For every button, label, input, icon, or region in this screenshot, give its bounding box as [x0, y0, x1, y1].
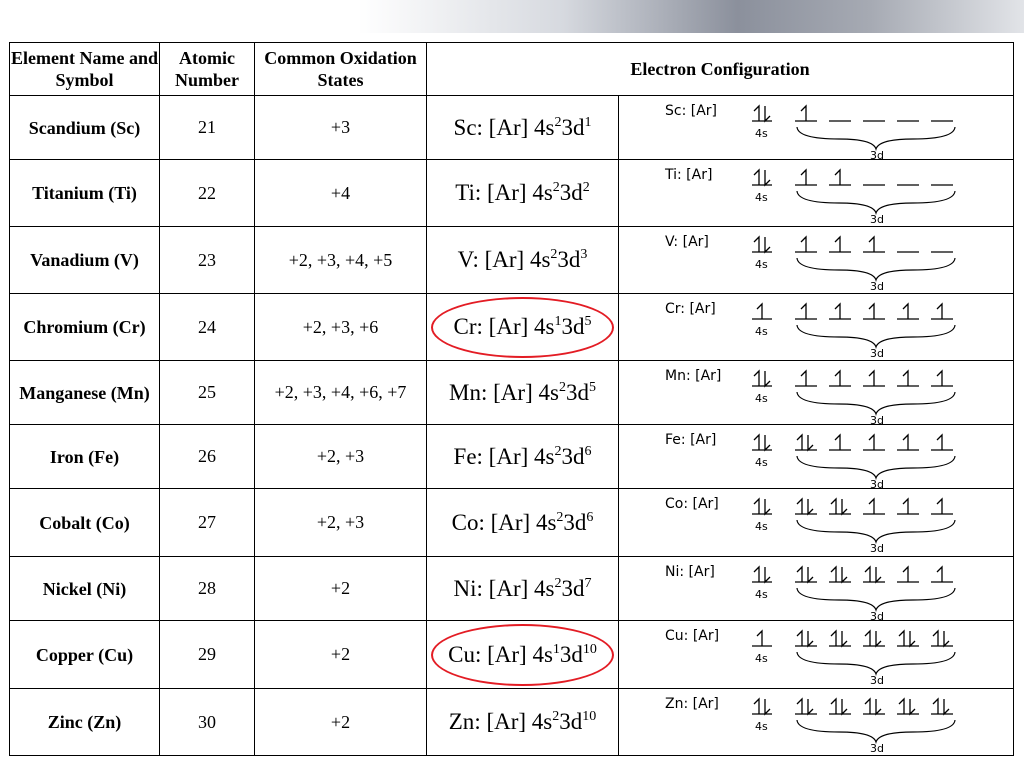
highlight-circle	[431, 624, 614, 686]
config-symbol: Sc	[453, 114, 477, 140]
oxidation-states-cell: +3	[255, 96, 427, 160]
diagram-label: Ni: [Ar]	[665, 563, 715, 580]
atomic-number-cell: 30	[160, 689, 255, 756]
config-s-count: 2	[550, 247, 558, 262]
config-d-count: 10	[582, 709, 597, 724]
table-row	[10, 425, 1014, 489]
diagram-label: Ti: [Ar]	[665, 166, 713, 183]
diagram-label: Zn: [Ar]	[665, 695, 719, 712]
orbital-diagram	[619, 161, 1014, 226]
orbital-3d-label: 3d	[870, 212, 884, 226]
orbital-4s-label: 4s	[755, 324, 768, 338]
config-core: [Ar]	[488, 575, 529, 601]
table-row	[10, 489, 1014, 557]
header-element-name: Element Name and Symbol	[10, 43, 160, 96]
orbital-diagram	[619, 426, 1014, 488]
config-d-count: 6	[586, 509, 594, 525]
config-core: [Ar]	[490, 509, 531, 535]
config-d-count: 5	[584, 314, 592, 329]
orbital-diagram	[619, 558, 1014, 620]
orbital-diagram	[619, 295, 1014, 360]
orbital-diagram-cell	[619, 227, 1014, 294]
oxidation-states-cell: +2	[255, 621, 427, 689]
config-symbol: Ni	[453, 575, 477, 601]
header-electron-configuration: Electron Configuration	[427, 43, 1014, 96]
electron-config-cell: Zn: [Ar] $4s^23d^{10}$	[427, 689, 619, 756]
orbital-3d-label: 3d	[870, 541, 884, 555]
oxidation-states-cell: +2	[255, 689, 427, 756]
config-d-count: 6	[584, 443, 592, 459]
orbital-diagram-cell	[619, 160, 1014, 227]
orbital-3d-label: 3d	[870, 148, 884, 159]
config-s-count: 1	[552, 641, 560, 657]
orbital-diagram-cell	[619, 96, 1014, 160]
highlight-circle	[431, 297, 614, 358]
config-symbol: Cu	[448, 641, 475, 667]
table-row	[10, 689, 1014, 756]
table-row	[10, 160, 1014, 227]
orbital-diagram	[619, 362, 1014, 424]
atomic-number-cell: 22	[160, 160, 255, 227]
oxidation-states-cell: +2, +3, +6	[255, 294, 427, 361]
config-s-count: 2	[552, 709, 560, 724]
config-core: [Ar]	[487, 641, 527, 667]
config-symbol: V	[457, 247, 473, 272]
element-name-cell: Manganese (Mn)	[10, 361, 160, 425]
orbital-4s-label: 4s	[755, 587, 768, 601]
electron-config-cell: Ti: [Ar] $4s^23d^2$	[427, 160, 619, 227]
table-row	[10, 227, 1014, 294]
diagram-label: Co: [Ar]	[665, 495, 719, 512]
diagram-label: Mn: [Ar]	[665, 367, 722, 384]
config-s-count: 2	[554, 114, 562, 130]
element-name-cell: Vanadium (V)	[10, 227, 160, 294]
config-symbol: Ti	[455, 180, 475, 205]
config-core: [Ar]	[488, 443, 529, 469]
orbital-4s-label: 4s	[755, 257, 768, 271]
element-name-cell: Nickel (Ni)	[10, 557, 160, 621]
config-d-count: 7	[584, 575, 592, 591]
transition-metals-table	[9, 42, 1014, 756]
config-s-count: 2	[558, 379, 566, 395]
orbital-4s-label: 4s	[755, 719, 768, 733]
diagram-label: Cr: [Ar]	[665, 300, 716, 317]
orbital-3d-label: 3d	[870, 673, 884, 687]
table-row	[10, 294, 1014, 361]
oxidation-states-cell: +2, +3, +4, +5	[255, 227, 427, 294]
config-s-count: 2	[552, 180, 560, 195]
orbital-4s-label: 4s	[755, 391, 768, 405]
config-symbol: Zn	[448, 709, 475, 734]
element-name-cell: Iron (Fe)	[10, 425, 160, 489]
orbital-diagram	[619, 690, 1014, 755]
electron-config-cell: Cr: [Ar] $4s^13d^5$	[427, 294, 619, 361]
orbital-4s-label: 4s	[755, 126, 768, 140]
orbital-3d-label: 3d	[870, 609, 884, 620]
element-name-cell: Zinc (Zn)	[10, 689, 160, 756]
element-name-cell: Scandium (Sc)	[10, 96, 160, 160]
header-oxidation-states: Common Oxidation States	[255, 43, 427, 96]
orbital-3d-label: 3d	[870, 346, 884, 360]
config-core: [Ar]	[484, 247, 525, 272]
orbital-diagram-cell	[619, 621, 1014, 689]
element-name-cell: Copper (Cu)	[10, 621, 160, 689]
atomic-number-cell: 25	[160, 361, 255, 425]
orbital-diagram-cell	[619, 489, 1014, 557]
oxidation-states-cell: +4	[255, 160, 427, 227]
atomic-number-cell: 26	[160, 425, 255, 489]
atomic-number-cell: 23	[160, 227, 255, 294]
electron-config-cell: Fe: [Ar] $4s^23d^6$	[427, 425, 619, 489]
config-d-count: 10	[582, 641, 597, 657]
config-s-count: 2	[554, 443, 562, 459]
orbital-diagram-cell	[619, 689, 1014, 756]
electron-config-cell: Mn: [Ar] $4s^23d^5$	[427, 361, 619, 425]
config-symbol: Fe	[453, 443, 477, 469]
orbital-4s-label: 4s	[755, 519, 768, 533]
oxidation-states-cell: +2, +3	[255, 425, 427, 489]
element-name-cell: Chromium (Cr)	[10, 294, 160, 361]
orbital-diagram-cell	[619, 294, 1014, 361]
oxidation-states-cell: +2, +3, +4, +6, +7	[255, 361, 427, 425]
config-symbol: Co	[451, 509, 479, 535]
config-d-count: 3	[580, 247, 588, 262]
config-d-count: 1	[584, 114, 592, 130]
config-d-count: 5	[588, 379, 596, 395]
orbital-3d-label: 3d	[870, 477, 884, 488]
orbital-diagram	[619, 490, 1014, 556]
config-core: [Ar]	[488, 114, 529, 140]
header-row	[10, 43, 1014, 96]
electron-config-cell: V: [Ar] $4s^23d^3$	[427, 227, 619, 294]
header-atomic-number: Atomic Number	[160, 43, 255, 96]
config-symbol: Mn	[449, 379, 481, 405]
orbital-diagram-cell	[619, 557, 1014, 621]
element-name-cell: Titanium (Ti)	[10, 160, 160, 227]
table-row	[10, 557, 1014, 621]
orbital-3d-label: 3d	[870, 413, 884, 424]
diagram-label: Cu: [Ar]	[665, 627, 720, 644]
orbital-4s-label: 4s	[755, 455, 768, 469]
electron-config-cell: Sc: [Ar] $4s^23d^1$	[427, 96, 619, 160]
element-name-cell: Cobalt (Co)	[10, 489, 160, 557]
diagram-label: Fe: [Ar]	[665, 431, 717, 448]
orbital-3d-label: 3d	[870, 741, 884, 755]
orbital-diagram	[619, 228, 1014, 293]
orbital-4s-label: 4s	[755, 190, 768, 204]
config-core: [Ar]	[486, 709, 527, 734]
config-core: [Ar]	[493, 379, 533, 405]
diagram-label: V: [Ar]	[665, 233, 709, 250]
orbital-diagram	[619, 97, 1014, 159]
diagram-label: Sc: [Ar]	[665, 102, 718, 119]
oxidation-states-cell: +2, +3	[255, 489, 427, 557]
orbital-diagram	[619, 622, 1014, 688]
table-row	[10, 96, 1014, 160]
electron-config-cell: Cu: [Ar] $4s^13d^{10}$	[427, 621, 619, 689]
atomic-number-cell: 24	[160, 294, 255, 361]
orbital-3d-label: 3d	[870, 279, 884, 293]
config-s-count: 1	[554, 314, 562, 329]
atomic-number-cell: 28	[160, 557, 255, 621]
slide-header-bar	[0, 0, 1024, 33]
atomic-number-cell: 27	[160, 489, 255, 557]
config-s-count: 2	[554, 575, 562, 591]
config-d-count: 2	[582, 180, 590, 195]
config-core: [Ar]	[486, 180, 527, 205]
orbital-diagram-cell	[619, 361, 1014, 425]
oxidation-states-cell: +2	[255, 557, 427, 621]
atomic-number-cell: 29	[160, 621, 255, 689]
electron-config-cell: Co: [Ar] $4s^23d^6$	[427, 489, 619, 557]
atomic-number-cell: 21	[160, 96, 255, 160]
config-symbol: Cr	[453, 314, 477, 339]
config-core: [Ar]	[488, 314, 529, 339]
table-row	[10, 621, 1014, 689]
config-s-count: 2	[556, 509, 564, 525]
orbital-diagram-cell	[619, 425, 1014, 489]
table-row	[10, 361, 1014, 425]
orbital-4s-label: 4s	[755, 651, 768, 665]
electron-config-cell: Ni: [Ar] $4s^23d^7$	[427, 557, 619, 621]
